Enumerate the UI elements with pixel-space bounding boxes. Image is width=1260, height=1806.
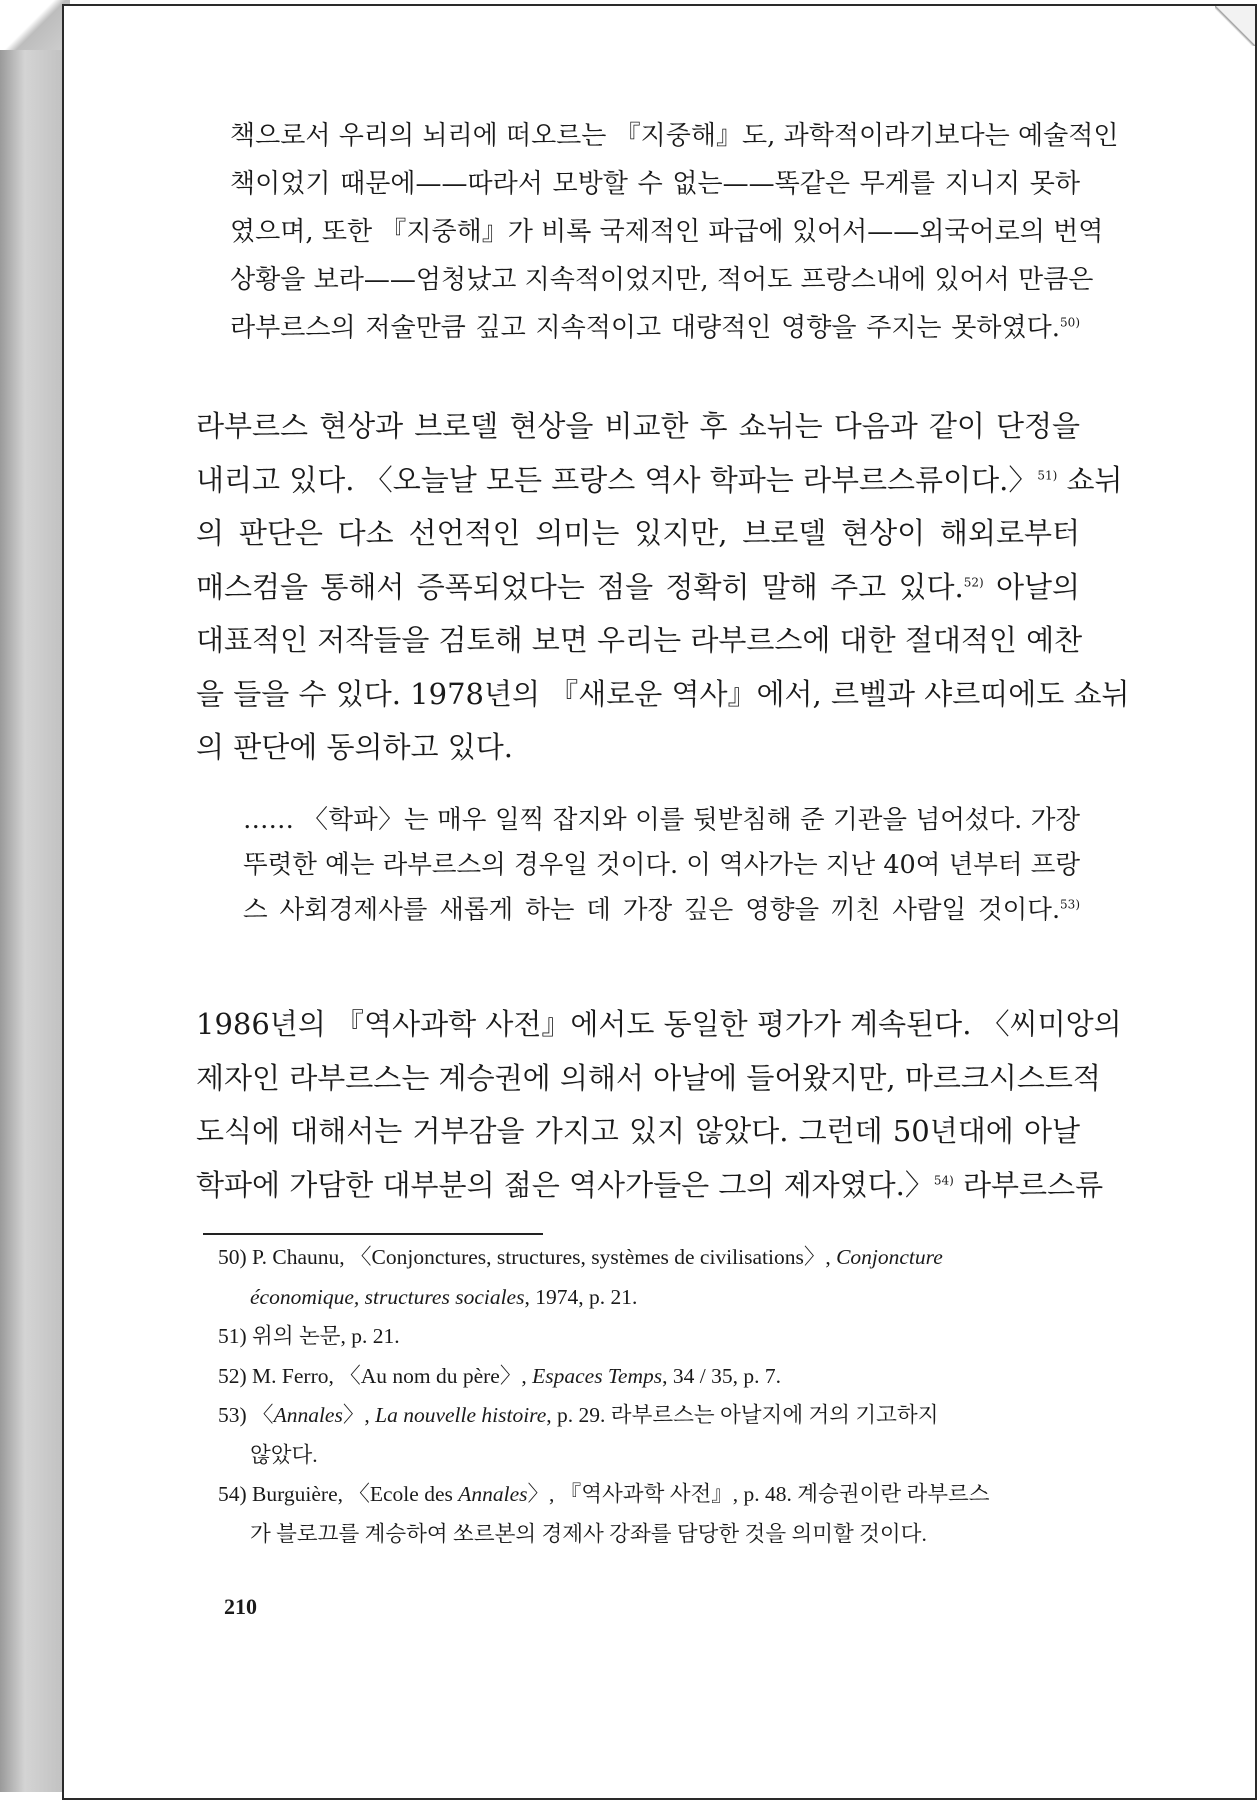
paragraph-line-text: 라부르스류 <box>953 1167 1104 1202</box>
block-quote-line: 상황을 보라——엄청났고 지속적이었지만, 적어도 프랑스내에 있어서 만큼은 <box>230 265 1094 295</box>
footnote-54-cont: 가 블로끄를 계승하여 쏘르본의 경제사 강좌를 담당한 것을 의미할 것이다. <box>250 1521 927 1546</box>
footnote-50-cont <box>218 1278 1072 1318</box>
paragraph-line <box>196 1159 1104 1213</box>
paragraph-1 <box>196 400 1130 775</box>
paragraph-line-text: 매스컴을 통해서 증폭되었다는 점을 정확히 말해 주고 있다. <box>196 569 964 604</box>
paragraph-line-text: 아날의 <box>983 569 1080 604</box>
footnote-text: 〈 <box>252 1403 274 1427</box>
page-curl-corner <box>1215 6 1255 46</box>
footnote-52 <box>218 1357 1072 1397</box>
paragraph-line: 대표적인 저작들을 검토해 보면 우리는 라부르스에 대한 절대적인 예찬 <box>196 623 1083 657</box>
footnote-italic: Conjoncture <box>836 1245 943 1269</box>
paragraph-line-text: 학파에 가담한 대부분의 젊은 역사가들은 그의 제자였다.〉 <box>196 1167 934 1202</box>
footnote-51 <box>218 1317 1072 1357</box>
footnote-italic: économique, structures sociales <box>250 1284 525 1309</box>
footnote-number: 52) <box>218 1363 247 1388</box>
paragraph-line: 의 판단에 동의하고 있다. <box>196 730 514 764</box>
footnote-number: 54) <box>218 1482 247 1506</box>
footnote-text: , 1974, p. 21. <box>524 1284 638 1309</box>
footnote-italic: Espaces Temps <box>532 1363 663 1388</box>
footnote-text: M. Ferro, 〈Au nom du père〉, <box>252 1363 533 1388</box>
footnote-text: , p. 29. 라부르스는 아날지에 거의 기고하지 <box>546 1403 939 1427</box>
block-quote-line: 책으로서 우리의 뇌리에 떠오르는 『지중해』도, 과학적이라기보다는 예술적인 <box>230 121 1119 151</box>
footnote-53 <box>218 1396 1072 1436</box>
paragraph-line-text: 쇼뉘 <box>1057 462 1123 497</box>
paragraph-line: 라부르스 현상과 브로델 현상을 비교한 후 쇼뉘는 다음과 같이 단정을 <box>196 409 1080 443</box>
block-quote-line-text: 라부르스의 저술만큼 깊고 지속적이고 대량적인 영향을 주지는 못하였다. <box>230 313 1061 343</box>
footnote-ref: 54) <box>933 1172 954 1187</box>
block-quote-line: 였으며, 또한 『지중해』가 비록 국제적인 파급에 있어서——외국어로의 번역 <box>230 217 1104 247</box>
footnote-ref: 50) <box>1060 315 1080 330</box>
footnote-number: 51) <box>218 1324 247 1348</box>
footnote-rule <box>203 1233 543 1235</box>
footnote-53-cont: 않았다. <box>250 1442 318 1467</box>
footnote-ref: 53) <box>1060 897 1080 912</box>
footnote-text: P. Chaunu, 〈Conjonctures, structures, systèmes de civilisations〉, <box>252 1245 837 1269</box>
footnote-italic: La nouvelle histoire <box>375 1403 547 1427</box>
footnote-50 <box>218 1238 1072 1278</box>
inner-quote-line: …… 〈학파〉는 매우 일찍 잡지와 이를 뒷받침해 준 기관을 넘어섰다. 가장 <box>243 805 1080 835</box>
footnote-italic: Annales <box>458 1482 528 1506</box>
paragraph-line <box>196 561 1080 615</box>
book-spine-top <box>0 0 70 50</box>
footnote-text: 〉, 『역사과학 사전』, p. 48. 계승권이란 라부르스 <box>527 1482 990 1506</box>
block-quote-line <box>230 304 1080 352</box>
inner-quote <box>243 798 1080 933</box>
footnote-number: 50) <box>218 1245 247 1269</box>
paragraph-line: 1986년의 『역사과학 사전』에서도 동일한 평가가 계속된다. 〈씨미앙의 <box>196 1007 1122 1041</box>
footnote-ref: 52) <box>963 574 984 589</box>
footnote-text: , 34 / 35, p. 7. <box>662 1363 781 1388</box>
paragraph-line-text: 내리고 있다. 〈오늘날 모든 프랑스 역사 학파는 라부르스류이다.〉 <box>196 462 1038 497</box>
paragraph-2 <box>196 998 1122 1212</box>
book-spine <box>0 18 62 1792</box>
block-quote <box>230 112 1119 352</box>
inner-quote-line <box>243 888 1080 933</box>
paragraph-line: 도식에 대해서는 거부감을 가지고 있지 않았다. 그런데 50년대에 아날 <box>196 1114 1080 1148</box>
footnote-italic: Annales <box>273 1403 343 1427</box>
paragraph-line: 을 들을 수 있다. 1978년의 『새로운 역사』에서, 르벨과 샤르띠에도 쇼뉘 <box>196 676 1130 711</box>
paragraph-line <box>196 454 1123 508</box>
footnote-text: 위의 논문, p. 21. <box>252 1324 400 1348</box>
footnote-text: 〉, <box>342 1403 376 1427</box>
footnote-text: Burguière, 〈Ecole des <box>252 1482 459 1506</box>
block-quote-line: 책이었기 때문에——따라서 모방할 수 없는——똑같은 무게를 지니지 못하 <box>230 169 1080 199</box>
paragraph-line: 제자인 라부르스는 계승권에 의해서 아날에 들어왔지만, 마르크시스트적 <box>196 1060 1101 1095</box>
inner-quote-line-text: 스 사회경제사를 새롭게 하는 데 가장 깊은 영향을 끼친 사람일 것이다. <box>243 895 1061 925</box>
inner-quote-line: 뚜렷한 예는 라부르스의 경우일 것이다. 이 역사가는 지난 40여 년부터 프랑 <box>243 850 1080 880</box>
page-number: 210 <box>224 1594 257 1619</box>
footnote-54 <box>218 1475 1072 1515</box>
footnote-number: 53) <box>218 1403 247 1427</box>
footnotes <box>218 1238 1072 1554</box>
footnote-ref: 51) <box>1037 467 1058 482</box>
paragraph-line: 의 판단은 다소 선언적인 의미는 있지만, 브로델 현상이 해외로부터 <box>196 516 1080 550</box>
